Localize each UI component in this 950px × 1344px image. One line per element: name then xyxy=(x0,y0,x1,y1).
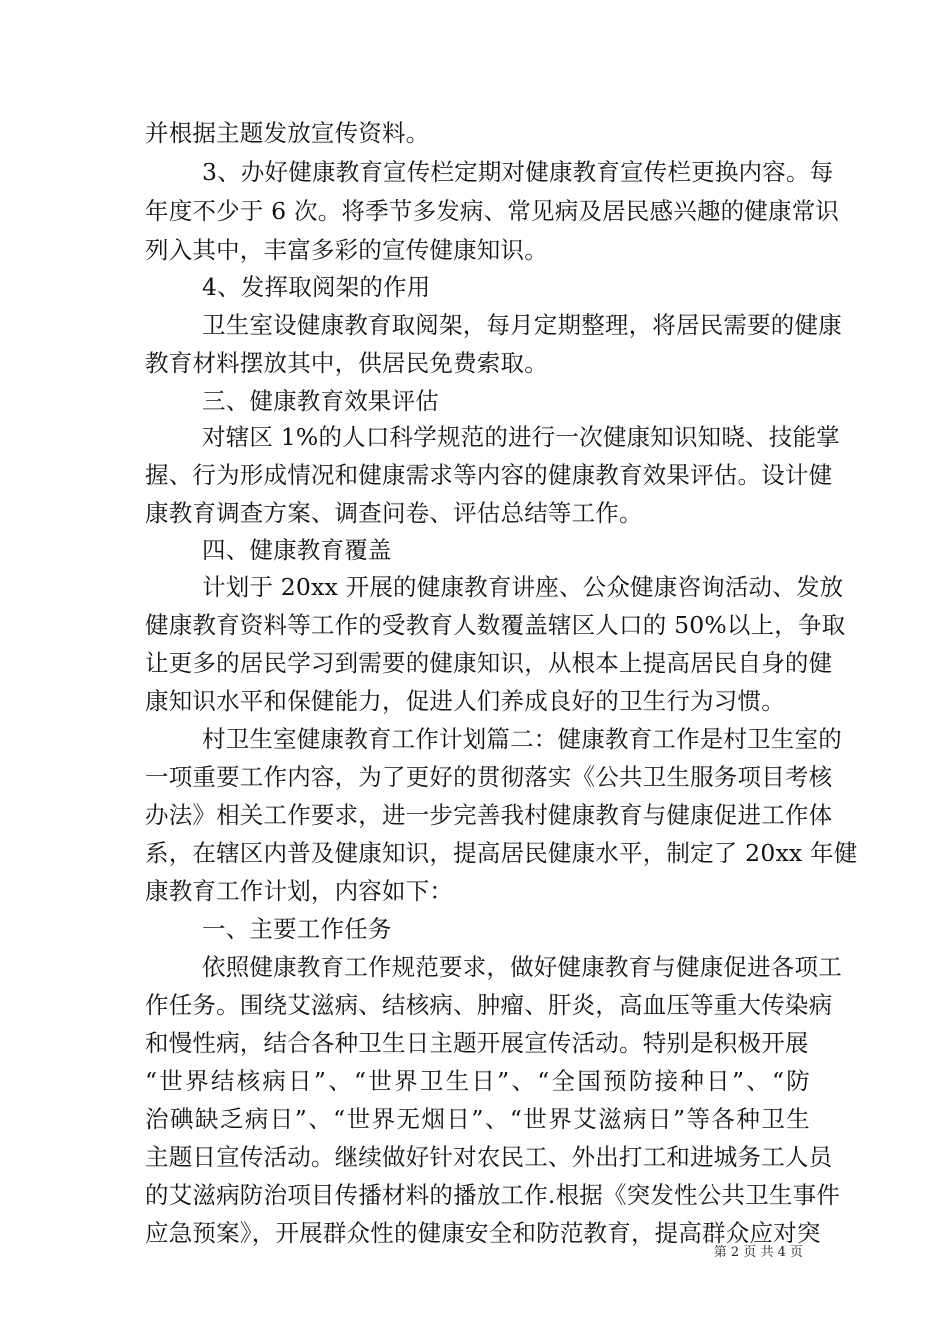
text-line: 康教育工作计划，内容如下： xyxy=(145,877,454,905)
text-line: 计划于 20xx 开展的健康教育讲座、公众健康咨询活动、发放 xyxy=(202,573,844,601)
section-heading: 四、健康教育覆盖 xyxy=(202,536,392,564)
text-line: 系，在辖区内普及健康知识，提高居民健康水平，制定了 20xx 年健 xyxy=(145,839,858,867)
page-number: 第 2 页 共 4 页 xyxy=(713,1245,803,1260)
text-line: 卫生室设健康教育取阅架，每月定期整理，将居民需要的健康 xyxy=(202,311,842,339)
text-line: 让更多的居民学习到需要的健康知识，从根本上提高居民自身的健 xyxy=(145,649,833,677)
text-line: 作任务。围绕艾滋病、结核病、肿瘤、肝炎，高血压等重大传染病 xyxy=(145,991,833,1019)
text-line: 和慢性病，结合各种卫生日主题开展宣传活动。特别是积极开展 xyxy=(145,1029,809,1057)
text-line: 的艾滋病防治项目传播材料的播放工作.根据《突发性公共卫生事件 xyxy=(145,1181,840,1209)
text-line: 治碘缺乏病日”、“世界无烟日”、“世界艾滋病日”等各种卫生 xyxy=(145,1105,810,1133)
text-line: 年度不少于 6 次。将季节多发病、常见病及居民感兴趣的健康常识 xyxy=(145,197,840,225)
text-line: 依照健康教育工作规范要求，做好健康教育与健康促进各项工 xyxy=(202,953,842,981)
text-line: 一项重要工作内容，为了更好的贯彻落实《公共卫生服务项目考核 xyxy=(145,763,833,791)
section-heading: 一、主要工作任务 xyxy=(202,915,392,943)
text-line: 握、行为形成情况和健康需求等内容的健康教育效果评估。设计健 xyxy=(145,461,833,489)
section-heading: 三、健康教育效果评估 xyxy=(202,387,439,415)
text-line: 办法》相关工作要求，进一步完善我村健康教育与健康促进工作体 xyxy=(145,801,833,829)
text-line: 村卫生室健康教育工作计划篇二：健康教育工作是村卫生室的 xyxy=(202,725,842,753)
text-line: 健康教育资料等工作的受教育人数覆盖辖区人口的 50%以上，争取 xyxy=(145,611,846,639)
text-line: 主题日宣传活动。继续做好针对农民工、外出打工和进城务工人员 xyxy=(145,1143,833,1171)
text-line: 4、发挥取阅架的作用 xyxy=(202,273,431,301)
text-line: 康教育调查方案、调查问卷、评估总结等工作。 xyxy=(145,499,643,527)
text-line: 教育材料摆放其中，供居民免费索取。 xyxy=(145,349,548,377)
text-line: 应急预案》，开展群众性的健康安全和防范教育，提高群众应对突 xyxy=(145,1219,821,1247)
text-line: “世界结核病日”、“世界卫生日”、“全国预防接种日”、“防 xyxy=(145,1067,810,1095)
text-line: 3、办好健康教育宣传栏定期对健康教育宣传栏更换内容。每 xyxy=(202,158,834,186)
text-line: 列入其中，丰富多彩的宣传健康知识。 xyxy=(145,236,548,264)
text-line: 对辖区 1%的人口科学规范的进行一次健康知识知晓、技能掌 xyxy=(202,423,840,451)
text-line: 并根据主题发放宣传资料。 xyxy=(145,119,430,147)
text-line: 康知识水平和保健能力，促进人们养成良好的卫生行为习惯。 xyxy=(145,687,785,715)
